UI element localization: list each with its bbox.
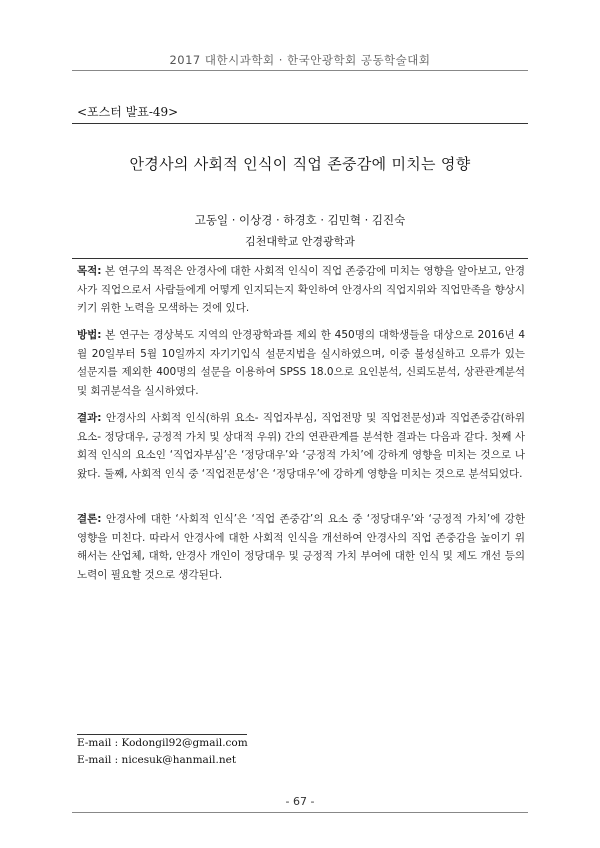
section-conclusion <box>77 510 525 584</box>
page-number: - 67 - <box>285 795 315 808</box>
section-label: 결과: <box>77 412 102 424</box>
contact-block <box>77 735 248 769</box>
contact-email: E-mail : nicesuk@hanmail.net <box>77 754 237 766</box>
footer-divider <box>72 812 528 813</box>
section-label: 방법: <box>77 329 102 341</box>
poster-number: <포스터 발표-49> <box>77 105 179 119</box>
section-label: 결론: <box>77 513 102 525</box>
section-label: 목적: <box>77 265 102 277</box>
author-list: 고동일 · 이상경 · 하경호 · 김민혁 · 김진숙 <box>194 213 406 227</box>
section-purpose <box>77 262 525 318</box>
conference-header: 2017 대한시과학회 · 한국안광학회 공동학술대회 <box>169 53 431 67</box>
section-result <box>77 409 525 483</box>
section-text: 안경사의 사회적 인식(하위 요소- 직업자부심, 직업전망 및 직업전문성)과 직업존중감(하위 요소- 정당대우, 긍정적 가치 및 상대적 우위) 간의 연관관계를 분석한 결과는 다음과 같다. 첫째 사회적 인식의 요소인 ‘직업자부심’은 ‘정당대우’와 ‘긍정적 가치’에 강하게 영향을 미치는 것으로 나왔다. 둘째, 사회적 인식 중 ‘직업전문성’은 ‘정당대우’에 강하게 영향을 미치는 것으로 분석되었다. <box>77 412 525 480</box>
section-text: 본 연구의 목적은 안경사에 대한 사회적 인식이 직업 존중감에 미치는 영향을 알아보고, 안경사가 직업으로서 사람들에게 어떻게 인지되는지 확인하여 안경사의 직업지위와 직업만족을 향상시키기 위한 노력을 모색하는 것에 있다. <box>77 265 525 314</box>
section-text: 본 연구는 경상북도 지역의 안경광학과를 제외 한 450명의 대학생들을 대상으로 2016년 4월 20일부터 5월 10일까지 자기기입식 설문지법을 실시하였으며, 이중 불성실하고 오류가 있는 설문지를 제외한 400명의 설문을 이용하여 SPSS 18.0으로 요인분석, 신뢰도분석, 상관관계분석 및 회귀분석을 실시하였다. <box>77 329 525 397</box>
section-text: 안경사에 대한 ‘사회적 인식’은 ‘직업 존중감’의 요소 중 ‘정당대우’와 ‘긍정적 가치’에 강한 영향을 미친다. 따라서 안경사에 대한 사회적 인식을 개선하여 안경사의 직업 존중감을 높이기 위해서는 산업체, 대학, 안경사 개인이 정당대우 및 긍정적 가치 부여에 대한 인식 및 제도 개선 등의 노력이 필요할 것으로 생각된다. <box>77 513 525 581</box>
section-method <box>77 326 525 400</box>
paper-title: 안경사의 사회적 인식이 직업 존중감에 미치는 영향 <box>129 155 471 173</box>
contact-email: E-mail : Kodongil92@gmail.com <box>77 737 248 749</box>
header-divider <box>72 70 528 71</box>
affiliation: 김천대학교 안경광학과 <box>245 235 355 248</box>
